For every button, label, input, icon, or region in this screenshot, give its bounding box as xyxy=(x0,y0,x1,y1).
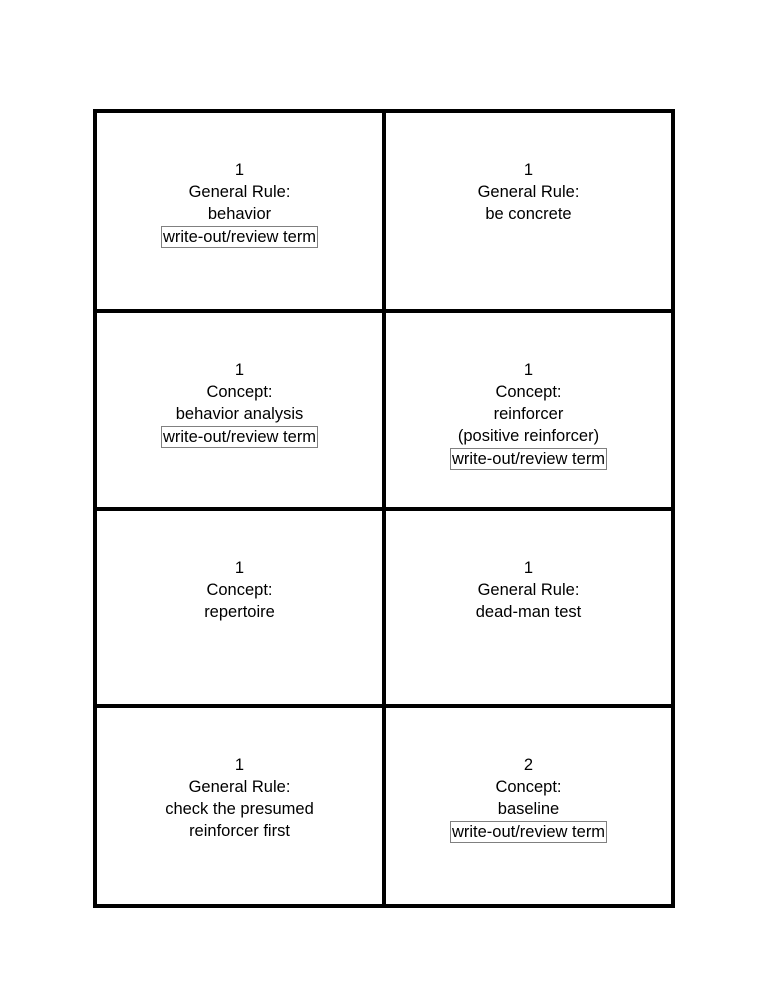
card-number: 2 xyxy=(523,756,534,775)
flashcard xyxy=(384,113,671,311)
flashcard xyxy=(97,113,384,311)
flashcard-sheet xyxy=(93,109,675,908)
card-term: repertoire xyxy=(204,602,275,621)
card-number: 1 xyxy=(234,161,245,179)
card-term: be concrete xyxy=(485,205,572,223)
card-term: reinforcer xyxy=(493,404,564,423)
card-category: General Rule: xyxy=(477,580,580,599)
card-category: General Rule: xyxy=(188,778,291,797)
review-term-box: write-out/review term xyxy=(162,228,317,246)
card-term: behavior xyxy=(207,205,272,223)
card-number: 1 xyxy=(523,360,534,379)
flashcard xyxy=(384,311,671,509)
flashcard xyxy=(97,706,384,904)
card-category: Concept: xyxy=(206,382,273,401)
card-term: behavior analysis xyxy=(175,404,304,423)
flashcard xyxy=(384,706,671,904)
review-term-box: write-out/review term xyxy=(451,449,606,468)
card-term-note: (positive reinforcer) xyxy=(457,426,600,445)
card-number: 1 xyxy=(234,558,245,577)
card-term-continued: reinforcer first xyxy=(189,822,290,841)
card-number: 1 xyxy=(234,756,245,775)
review-term-box: write-out/review term xyxy=(451,823,606,842)
card-number: 1 xyxy=(523,558,534,577)
flashcard xyxy=(97,311,384,509)
review-term-box: write-out/review term xyxy=(162,427,317,446)
card-term: baseline xyxy=(497,800,560,819)
card-term: check the presumed xyxy=(165,800,314,819)
card-term: dead-man test xyxy=(475,602,582,621)
card-category: Concept: xyxy=(495,778,562,797)
flashcard xyxy=(384,509,671,707)
flashcard xyxy=(97,509,384,707)
card-category: Concept: xyxy=(206,580,273,599)
card-category: General Rule: xyxy=(188,183,291,201)
card-number: 1 xyxy=(523,161,534,179)
card-category: General Rule: xyxy=(477,183,580,201)
card-category: Concept: xyxy=(495,382,562,401)
card-number: 1 xyxy=(234,360,245,379)
